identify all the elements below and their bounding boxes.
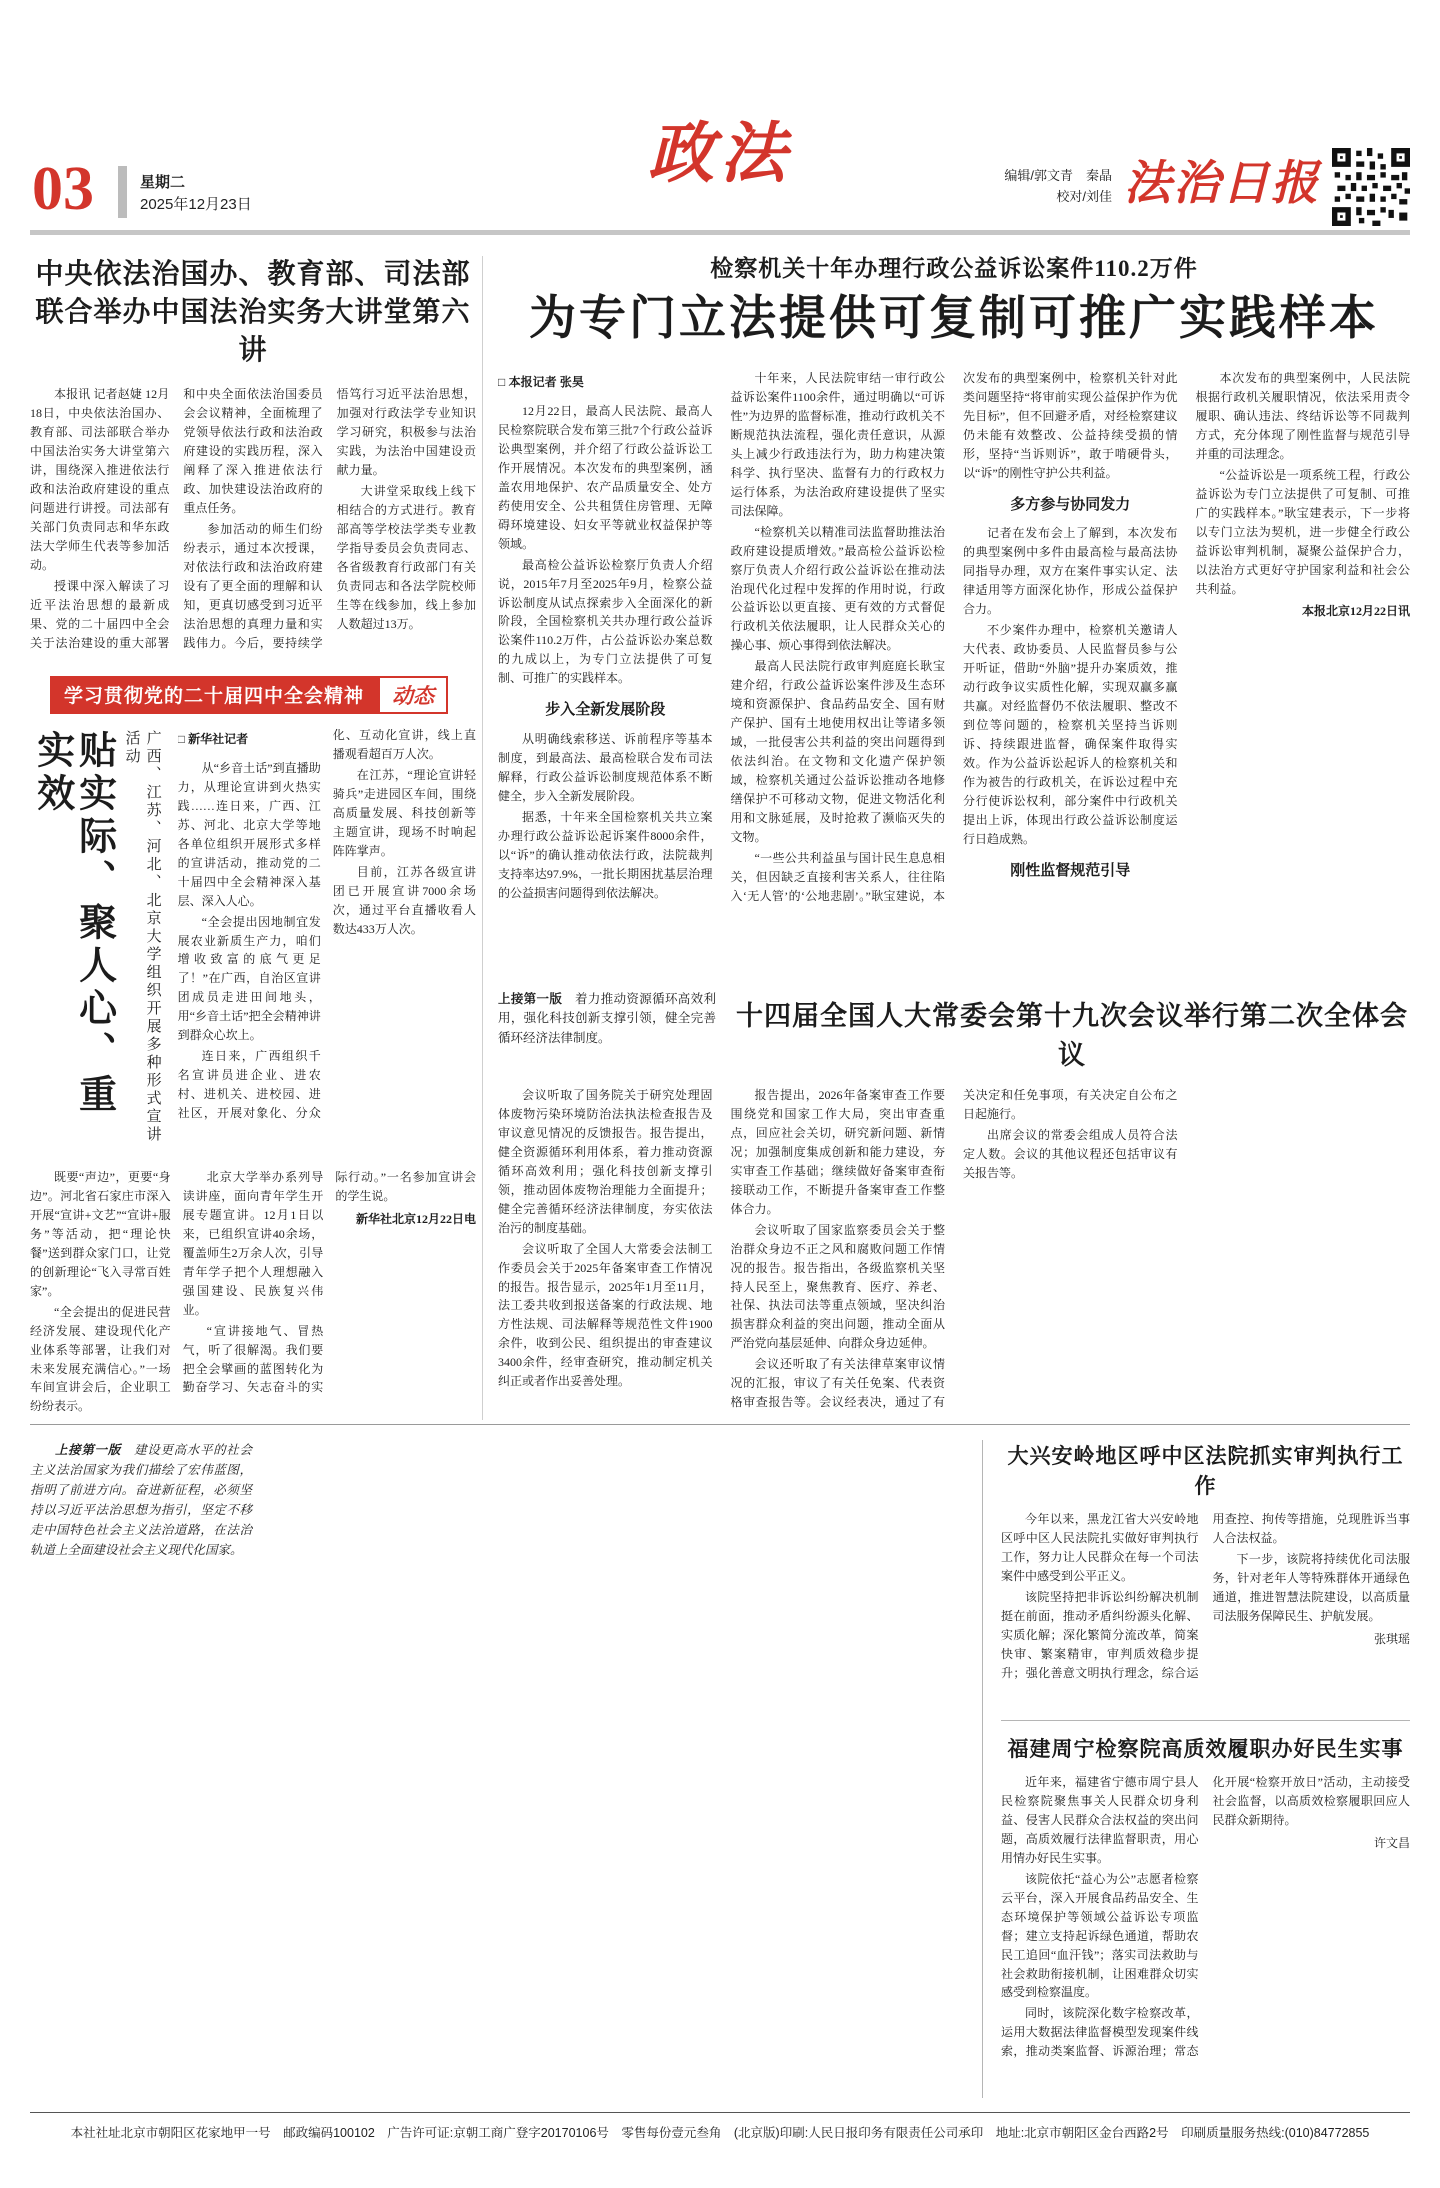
article-body [1001, 1510, 1410, 1706]
article-body-lower [30, 1168, 476, 1420]
paragraph: “检察机关以精准司法监督助推法治政府建设提质增效。”最高检公益诉讼检察厅负责人介绍行政公益诉讼在推动法治现代化过程中发挥的作用时说，行政公益诉讼以更直接、更有效的方式督促行政机关依法履职，让人民群众关心的操心事、烦心事得到依法解决。 [730, 524, 945, 653]
article-zhouning-procuratorate [1001, 1733, 1410, 2073]
paragraph: 今年以来，黑龙江省大兴安岭地区呼中区人民法院扎实做好审判执行工作，努力让人民群众在每一个司法案件中感受到公平正义。 [1001, 1512, 1199, 1583]
vertical-subtitle: 广西、江苏、河北、北京大学组织开展多种形式宣讲活动 [123, 730, 161, 1144]
article-law-lecture [30, 256, 476, 657]
main-headline: 为专门立法提供可复制可推广实践样本 [529, 291, 1379, 344]
section-title: 政法 [648, 118, 792, 191]
dateline: 本报北京12月22日讯 [1301, 604, 1410, 619]
article-title: 大兴安岭地区呼中区法院抓实审判执行工作 [1007, 1444, 1404, 1498]
vertical-title: 贴实际、聚人心、重实效 [30, 730, 115, 1117]
paragraph: 该院坚持把非诉讼纠纷解决机制挺在前面，推动矛盾纠纷源头化解、实质化解；深化繁简分流改革，简案快审、繁案精审，审判质效稳步提升；强化善意文明执行理念，综合运用查控、拘传等措施，兑现胜诉当事人合法权益。 [1001, 1512, 1410, 1680]
page-number: 03 [32, 155, 94, 223]
column-subhead: 多方参与协同发力 [1010, 495, 1131, 513]
paragraph: 十年来，人民法院审结一审行政公益诉讼案件1100余件，通过明确以“可诉性”为边界的监督标准，推动行政机关不断规范执法流程，强化责任意识，从源头上减少行政违法行为，助力构建决策科学、执行坚决、监督有力的行政权力运行体系，为法治政府建设提供了坚实司法保障。 [730, 371, 945, 518]
paragraph: 会议听取了国家监察委员会关于整治群众身边不正之风和腐败问题工作情况的报告。报告指出，各级监察机关坚持人民至上，聚焦教育、医疗、养老、社保、执法司法等重点领域，坚决纠治损害群众利益的突出问题，推动全面从严治党向基层延伸、向群众身边延伸。 [730, 1222, 945, 1351]
editor-line: 编辑/郭文青 秦晶 [1004, 168, 1112, 184]
jump-label: 上接第一版 [55, 1443, 121, 1457]
vertical-headline-block [30, 726, 164, 1158]
editor-credits [1004, 166, 1112, 208]
article-title: 中央依法治国办、教育部、司法部 联合举办中国法治实务大讲堂第六讲 [35, 259, 471, 366]
bottom-section-divider [30, 1424, 1410, 1425]
paragraph: 既要“声边”，更要“身边”。河北省石家庄市深入开展“宣讲+文艺”“宣讲+服务”等活动，把“理论快餐”送到群众家门口，让党的创新理论“飞入寻常百姓家”。 [30, 1170, 171, 1298]
paragraph: 报告提出，2026年备案审查工作要围绕党和国家工作大局，突出审查重点，回应社会关切，研究新问题、新情况；加强制度集成创新和能力建设，夯实审查工作基础；继续做好备案审查衔接联动工作，不断提升备案审查工作整体合力。 [730, 1088, 945, 1216]
article-upper [30, 726, 476, 1158]
qr-code-icon [1332, 148, 1410, 226]
article-title: 十四届全国人大常委会第十九次会议举行第二次全体会议 [736, 1001, 1408, 1070]
article-kicker: 检察机关十年办理行政公益诉讼案件110.2万件 [710, 256, 1198, 281]
paragraph: “一些公共利益虽与国计民生息息相关，但因缺乏直接利害关系人，往往陷入‘无人管’的‘公地悲剧’。”耿宝建说，本次发布的典型案例中，检察机关针对此类问题坚持“将审前实现公益保护作为优先目标”，但不回避矛盾，对经检察建议仍未能有效整改、公益持续受损的情形，坚持“当诉则诉”，敢于啃硬骨头，以“诉”的刚性守护公共利益。 [730, 371, 1178, 903]
banner-label: 学习贯彻党的二十届四中全会精神 [50, 676, 378, 714]
paragraph: 在江苏，“理论宣讲轻骑兵”走进园区车间，围绕高质量发展、科技创新等主题宣讲，现场不时响起阵阵掌声。 [332, 767, 476, 858]
paragraph: 授课中深入解读了习近平法治思想的最新成果、党的二十届四中全会关于法治建设的重大部署和中央全面依法治国委员会会议精神，全面梳理了党领导依法行政和法治政府建设的实践历程，深入阐释了深入推进依法行政、加快建设法治政府的重点任务。 [30, 387, 323, 650]
paragraph: 最高检公益诉讼检察厅负责人介绍说，2015年7月至2025年9月，检察公益诉讼制度从试点探索步入全面深化的新阶段，全国检察机关共办理行政公益诉讼案件110.2万件，占公益诉讼办案总数的九成以上，为专门立法提供了可复制、可推广的实践样本。 [498, 557, 713, 686]
paragraph: 出席会议的常委会组成人员符合法定人数。会议的其他议程还包括审议有关报告等。 [963, 1127, 1178, 1180]
article-body [30, 385, 476, 657]
article-daxinganling-court [1001, 1440, 1410, 1706]
paragraph: 从“乡音土话”到直播助力，从理论宣讲到火热实践……连日来，广西、江苏、河北、北京大学等地各单位组织开展形式多样的宣讲活动，推动党的二十届四中全会精神深入基层、深入人心。 [177, 760, 321, 908]
paragraph: 上接第一版 建设更高水平的社会主义法治国家为我们描绘了宏伟蓝图，指明了前进方向。奋进新征程，必须坚持以习近平法治思想为指引，坚定不移走中国特色社会主义法治道路，在法治轨道上全面建设社会主义现代化国家。 [30, 1443, 252, 1557]
page-footer: 本社社址北京市朝阳区花家地甲一号 邮政编码100102 广告许可证:京朝工商广登字20170106号 零售每份壹元叁角 (北京版)印刷:人民日报印务有限责任公司承印 地址:北京市朝阳区金台西路2号 印刷质量服务热线:(010)84772855 [30, 2112, 1410, 2141]
paragraph: 本次发布的典型案例中，人民法院根据行政机关履职情况，依法采用责令履职、确认违法、终结诉讼等不同裁判方式，充分体现了刚性监督与规范引导并重的司法理念。 [1195, 371, 1410, 461]
paragraph: “全会提出因地制宜发展农业新质生产力，咱们增收致富的底气更足了！”在广西，自治区宣讲团成员走进田间地头，用“乡音土话”把全会精神讲到群众心坎上。 [177, 914, 321, 1043]
paragraph: “公益诉讼是一项系统工程，行政公益诉讼为专门立法提供了可复制、可推广的实践样本。”耿宝建表示，下一步将以专门立法为契机，进一步健全行政公益诉讼审判机制，凝聚公益保护合力，以法治方式更好守护国家利益和社会公共利益。 [1195, 467, 1410, 596]
paragraph: 本报讯 记者赵婕 12月18日，中央依法治国办、教育部、司法部联合举办中国法治实务大讲堂第六讲，围绕深入推进依法行政和法治政府建设的重点问题进行讲授。司法部有关部门负责同志和华东政法大学师生代表等参加活动。 [30, 387, 170, 572]
date-block [140, 172, 252, 216]
byline: □ 本报记者 张昊 [498, 375, 584, 390]
paragraph: 近年来，福建省宁德市周宁县人民检察院聚焦事关人民群众切身利益、侵害人民群众合法权益的突出问题，高质效履行法律监督职责，用心用情办好民生实事。 [1001, 1775, 1199, 1865]
paragraph: 会议听取了全国人大常委会法制工作委员会关于2025年备案审查工作情况的报告。报告显示，2025年1月至11月，法工委共收到报送备案的行政法规、地方性法规、司法解释等规范性文件1900余件，收到公民、组织提出的审查建议3400余件，经审查研究，推动制定机关纠正或者作出妥善处理。 [498, 1241, 713, 1389]
article-body [498, 369, 1410, 917]
header-divider-bar [118, 166, 127, 218]
article-npc-session [498, 990, 1410, 1422]
paragraph: “全会提出的促进民营经济发展、建设现代化产业体系等部署，让我们对未来发展充满信心。”一场车间宣讲会后，企业职工纷纷表示。 [30, 1304, 171, 1414]
paragraph: 从明确线索移送、诉前程序等基本制度，到最高法、最高检联合发布司法解释，行政公益诉讼制度规范体系不断健全，步入全新发展阶段。 [498, 731, 713, 803]
proofreader-line: 校对/刘佳 [1056, 189, 1112, 204]
paragraph: 该院依托“益心为公”志愿者检察云平台，深入开展食品药品安全、生态环境保护等领域公益诉讼专项监督；建立支持起诉绿色通道，帮助农民工追回“血汗钱”；落实司法救助与社会救助衔接机制，让困难群众切实感受到检察温度。 [1001, 1871, 1199, 2000]
editorial-jump-body [30, 1440, 982, 2098]
vertical-column-divider [482, 256, 483, 1420]
paragraph: 下一步，该院将持续优化司法服务，针对老年人等特殊群体开通绿色通道，推进智慧法院建设，以高质量司法服务保障民生、护航发展。 [1212, 1551, 1410, 1623]
weekday: 星期二 [140, 174, 186, 191]
banner-tag: 动态 [378, 676, 448, 714]
author-signature: 张琪瑶 [1373, 1631, 1410, 1646]
article-public-interest-litigation [498, 250, 1410, 917]
paragraph: 目前，江苏各级宣讲团已开展宣讲7000余场次，通过平台直播收看人数达433万人次。 [332, 864, 476, 936]
article-plenum-study [30, 676, 476, 1420]
paragraph: 会议听取了国务院关于研究处理固体废物污染环境防治法执法检查报告及审议意见情况的反馈报告。报告提出，健全资源循环利用体系，着力推动资源循环高效利用；强化科技创新支撑引领，推动固体废物治理能力全面提升；健全完善循环经济法律制度，夯实依法治污的制度基础。 [498, 1088, 713, 1235]
column-subhead: 步入全新发展阶段 [545, 701, 666, 719]
article-body [1001, 1773, 1410, 2073]
header-right [1004, 148, 1410, 226]
section-banner [50, 676, 448, 714]
paragraph: 记者在发布会上了解到，本次发布的典型案例中多件由最高检与最高法协同指导办理，双方在案件事实认定、法律适用等方面深化协作，形成公益保护合力。 [963, 526, 1178, 617]
paragraph: 最高人民法院行政审判庭庭长耿宝建介绍，行政公益诉讼案件涉及生态环境和资源保护、食品药品安全、国有财产保护、国有土地使用权出让等诸多领域，一批侵害公共利益的突出问题得到依法纠治。在文物和文化遗产保护领域，检察机关通过公益诉讼推动各地修缮保护不可移动文物，促进文物活化利用和文脉延展，及时抢救了濒临灭失的文物。 [730, 659, 945, 844]
article-body [498, 1086, 1410, 1422]
paragraph: “宣讲接地气、冒热气，听了很解渴。我们要把全会擘画的蓝图转化为勤奋学习、矢志奋斗的实际行动。”一名参加宣讲会的学生说。 [182, 1170, 476, 1395]
byline: □ 新华社记者 [177, 732, 249, 746]
column-subhead: 刚性监督规范引导 [1010, 861, 1131, 879]
paragraph: 会议还听取了有关法律草案审议情况的汇报，审议了有关任免案、代表资格审查报告等。会议经表决，通过了有关决定和任免事项，有关决定自公布之日起施行。 [730, 1088, 1178, 1410]
paragraph: 不少案件办理中，检察机关邀请人大代表、政协委员、人民监督员参与公开听证，借助“外脑”提升办案质效，推动行政争议实质性化解，实现双赢多赢共赢。对经监督仍不依法履职、整改不到位等问题的，检察机关坚持当诉则诉、持续跟进监督，确保案件取得实效。作为公益诉讼起诉人的检察机关和作为被告的行政机关，在诉讼过程中充分行使诉讼权利，部分案件中行政机关提出上诉，体现出行政公益诉讼制度运行日趋成熟。 [963, 623, 1178, 846]
author-signature: 许文昌 [1373, 1835, 1410, 1850]
bottom-section [30, 1440, 1410, 2098]
article-body-upper [178, 726, 476, 1158]
article-head-row [498, 990, 1410, 1072]
right-articles-column [982, 1440, 1410, 2098]
paragraph: 大讲堂采取线上线下相结合的方式进行。教育部高等学校法学类专业教学指导委员会负责同志、各省级教育行政部门有关负责同志和各法学院校师生等在线参加，线上参加人数超过13万。 [336, 484, 476, 631]
paragraph: 北京大学举办系列导读讲座，面向青年学生开展专题宣讲。12月1日以来，已组织宣讲40余场，覆盖师生2万余人次，引导青年学子把个人理想融入强国建设、民族复兴伟业。 [182, 1170, 324, 1317]
article-divider [1001, 1720, 1410, 1721]
header-rule [30, 230, 1410, 235]
jump-from-page-one: 上接第一版 着力推动资源循环高效利用，强化科技创新支撑引领，健全完善循环经济法律制度。 [498, 992, 716, 1045]
page-header [30, 118, 1410, 230]
paragraph: 连日来，广西组织千名宣讲员进企业、进农村、进机关、进校园、进社区，开展对象化、分众化、互动化宣讲，线上直播观看超百万人次。 [177, 728, 476, 1121]
paragraph: 同时，该院深化数字检察改革，运用大数据法律监督模型发现案件线索，推动类案监督、诉源治理；常态化开展“检察开放日”活动，主动接受社会监督，以高质效检察履职回应人民群众新期待。 [1001, 1775, 1410, 2059]
masthead-logo: 法治日报 [1124, 157, 1320, 210]
dateline: 新华社北京12月22日电 [355, 1211, 476, 1226]
date: 2025年12月23日 [140, 195, 252, 213]
paragraph: 12月22日，最高人民法院、最高人民检察院联合发布第三批7个行政公益诉讼典型案例，并介绍了行政公益诉讼工作开展情况。本次发布的典型案例，涵盖农用地保护、农产品质量安全、处方药使用安全、公共租赁住房管理、无障碍环境建设、妇女平等就业权益保护等领域。 [498, 404, 713, 551]
paragraph: 参加活动的师生们纷纷表示，通过本次授课，对依法行政和法治政府建设有了更全面的理解和认知，更真切感受到习近平法治思想的真理力量和实践伟力。今后，要持续学悟笃行习近平法治思想，加强对行政法学专业知识学习研究，积极参与法治实践，为法治中国建设贡献力量。 [183, 387, 476, 650]
article-title: 福建周宁检察院高质效履职办好民生实事 [1007, 1737, 1404, 1761]
paragraph: 据悉，十年来全国检察机关共立案办理行政公益诉讼起诉案件8000余件，以“诉”的确认推动依法行政，法院裁判支持率达97.9%，一批长期困扰基层治理的公益损害问题得到依法解决。 [498, 809, 713, 900]
